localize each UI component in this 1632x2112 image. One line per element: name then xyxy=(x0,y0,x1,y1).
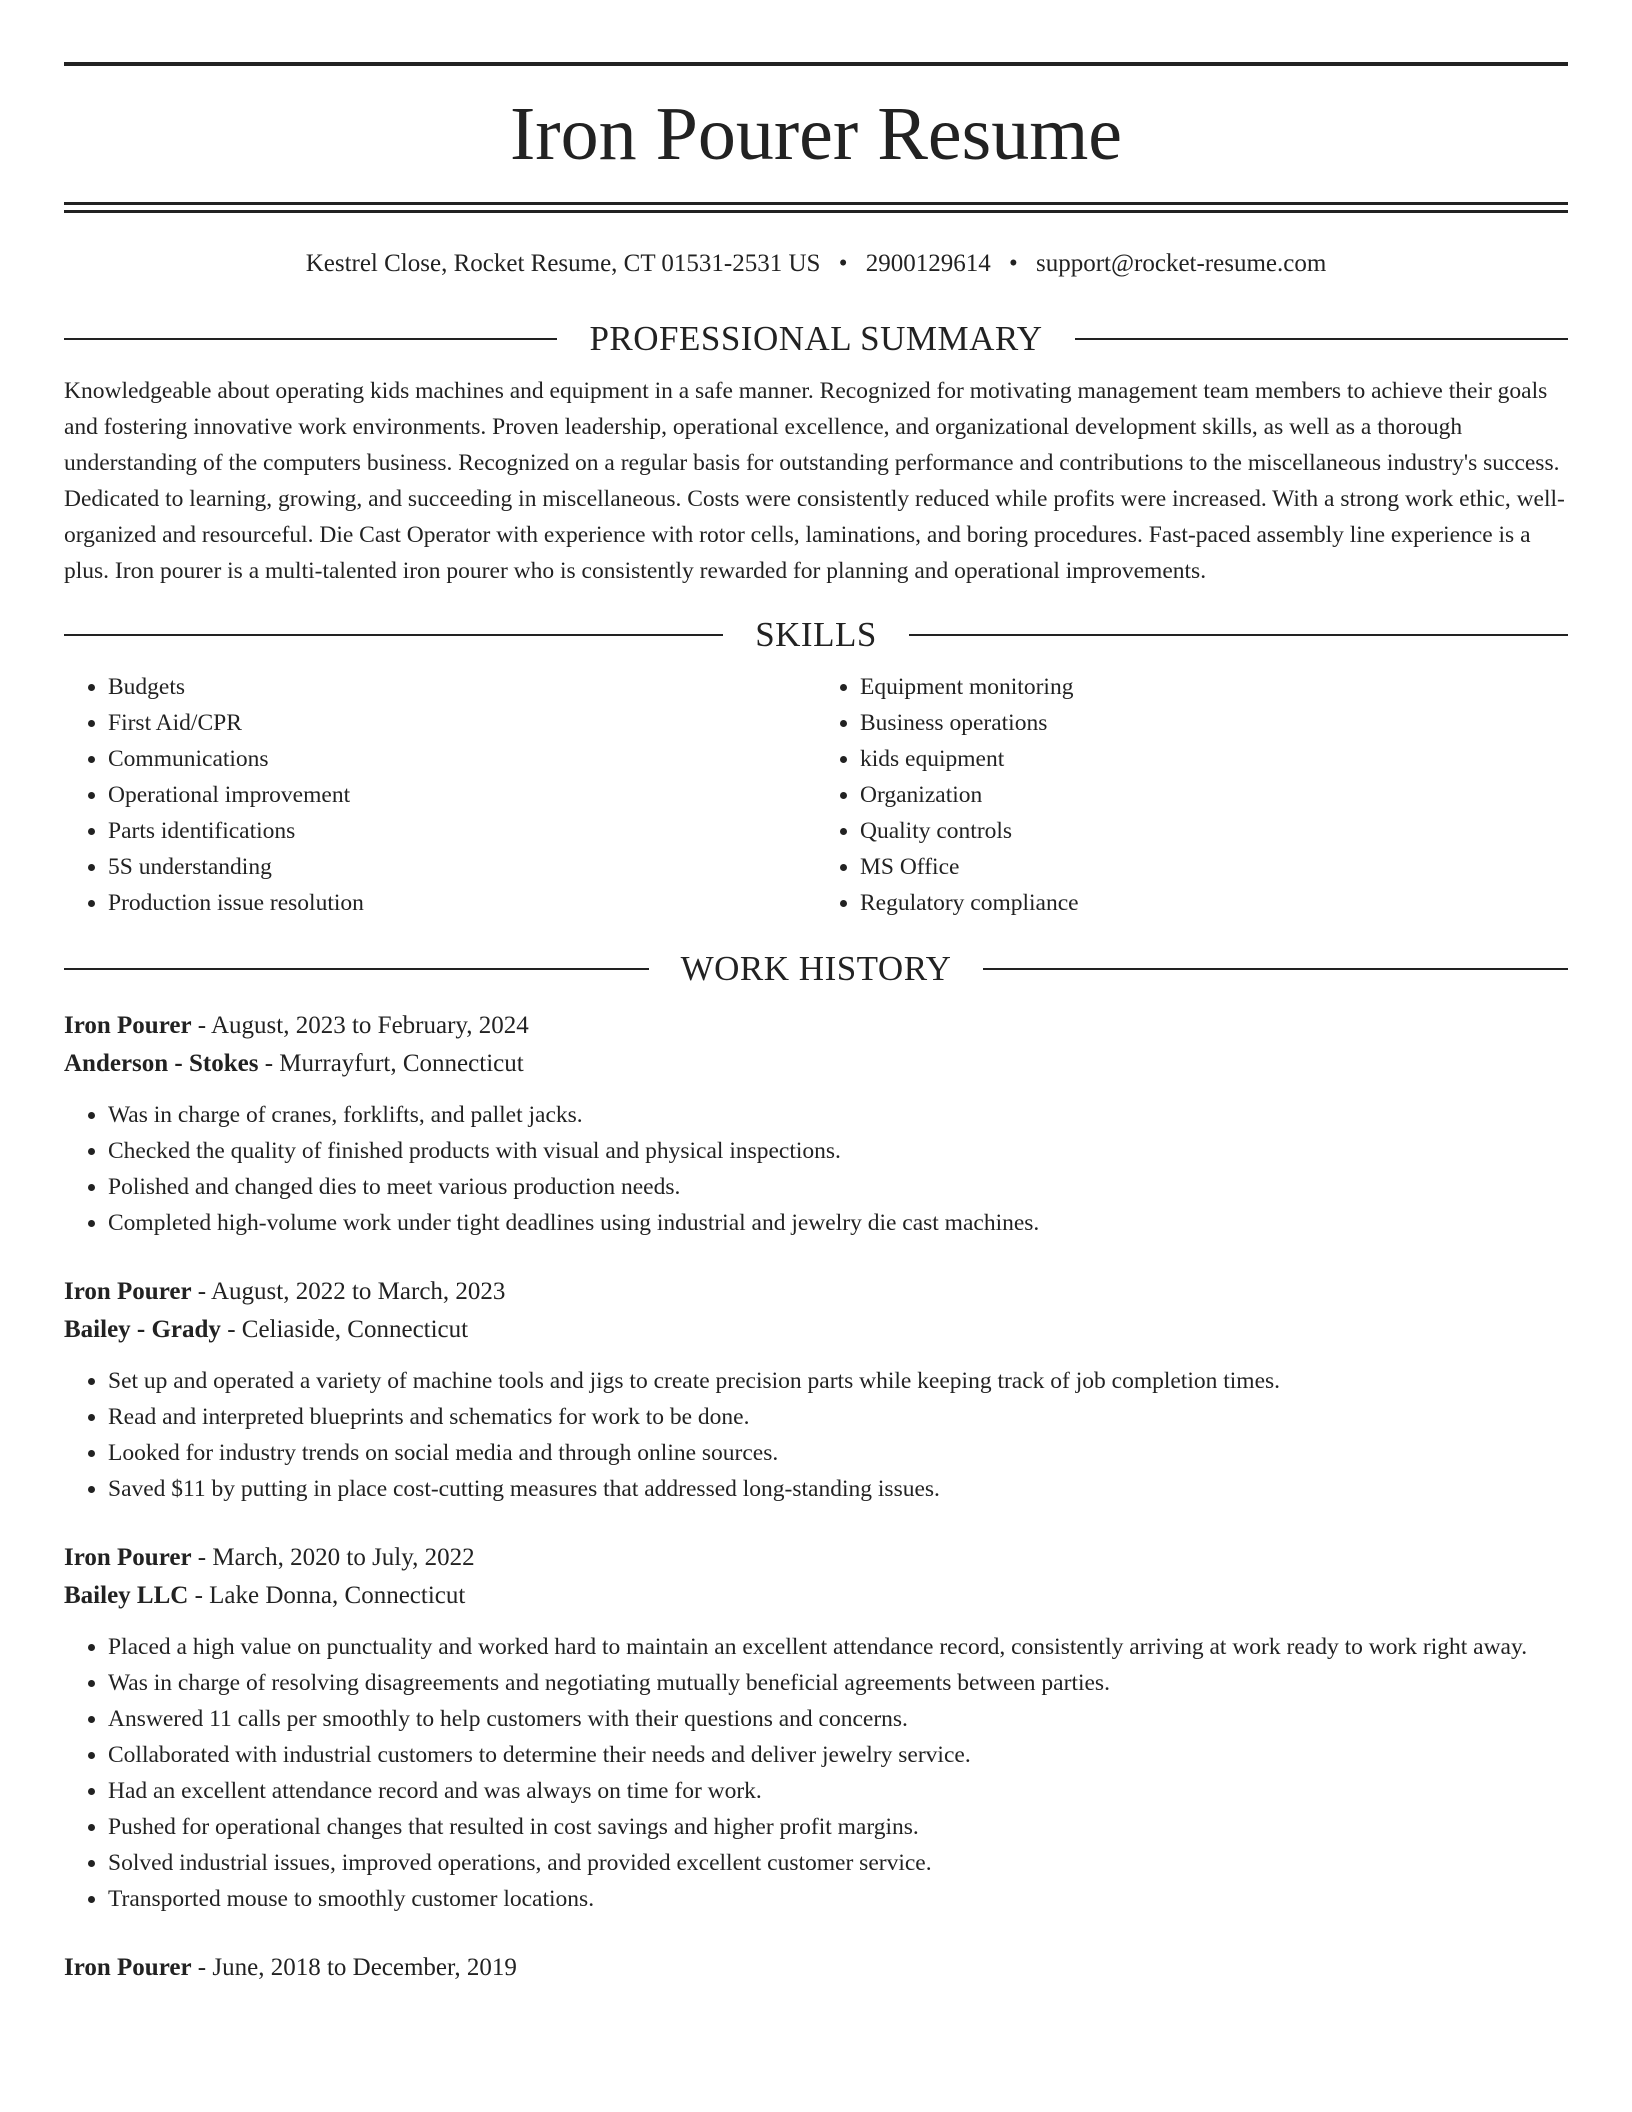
contact-address: Kestrel Close, Rocket Resume, CT 01531-2531 US xyxy=(305,250,821,277)
summary-heading: PROFESSIONAL SUMMARY xyxy=(589,319,1043,358)
skill-item: • Production issue resolution xyxy=(108,885,816,921)
skill-item: • First Aid/CPR xyxy=(108,705,816,741)
job-bullet: • Transported mouse to smoothly customer locations. xyxy=(108,1881,1568,1917)
job-bullets xyxy=(64,1629,1568,1917)
job-bullets xyxy=(64,1363,1568,1507)
summary-text: Knowledgeable about operating kids machines and equipment in a safe manner. Recognized for motivating management team members to achieve their goals and fostering innovative work environments. Proven leadership, operational excellence, and organizational development skills, as well as a thorough understanding of the computers business. Recognized on a regular basis for outstanding performance and contributions to the miscellaneous industry's success. Dedicated to learning, growing, and succeeding in miscellaneous. Costs were consistently reduced while profits were increased. With a strong work ethic, well-organized and resourceful. Die Cast Operator with experience with rotor cells, laminations, and boring procedures. Fast-paced assembly line experience is a plus. Iron pourer is a multi-talented iron pourer who is consistently rewarded for planning and operational improvements. xyxy=(64,378,1565,584)
title-double-rule xyxy=(64,202,1568,213)
job-company: Bailey - Grady xyxy=(64,1316,221,1343)
skill-item: • Equipment monitoring xyxy=(860,669,1568,705)
skills-column-right xyxy=(816,669,1568,921)
job-bullet: • Collaborated with industrial customers to determine their needs and deliver jewelry service. xyxy=(108,1737,1568,1773)
job-bullet: • Checked the quality of finished products with visual and physical inspections. xyxy=(108,1133,1568,1169)
job-company: Bailey LLC xyxy=(64,1582,189,1609)
job-dates: - August, 2022 to March, 2023 xyxy=(191,1278,506,1305)
skill-item: • Organization xyxy=(860,777,1568,813)
divider-right xyxy=(1075,338,1568,340)
skill-item: • MS Office xyxy=(860,849,1568,885)
work-heading: WORK HISTORY xyxy=(680,949,952,988)
contact-line xyxy=(64,247,1568,281)
job-bullet: • Had an excellent attendance record and was always on time for work. xyxy=(108,1773,1568,1809)
job-bullet: • Solved industrial issues, improved operations, and provided excellent customer service. xyxy=(108,1845,1568,1881)
job-bullet: • Was in charge of resolving disagreements and negotiating mutually beneficial agreements between parties. xyxy=(108,1665,1568,1701)
divider-right xyxy=(983,968,1568,970)
job-bullet: • Set up and operated a variety of machine tools and jigs to create precision parts while keeping track of job completion times. xyxy=(108,1363,1568,1399)
divider-left xyxy=(64,634,723,636)
job-title-line xyxy=(64,1273,1568,1311)
job-location: - Murrayfurt, Connecticut xyxy=(258,1050,524,1077)
skill-item: • kids equipment xyxy=(860,741,1568,777)
job-dates: - March, 2020 to July, 2022 xyxy=(191,1544,475,1571)
skill-item: • Quality controls xyxy=(860,813,1568,849)
skills-section-header xyxy=(64,615,1568,655)
job-title-line xyxy=(64,1007,1568,1045)
job-company-line xyxy=(64,1577,1568,1615)
divider-right xyxy=(909,634,1568,636)
job-entry xyxy=(64,1949,1568,1987)
work-section-header xyxy=(64,949,1568,989)
job-bullet: • Placed a high value on punctuality and worked hard to maintain an excellent attendance record, consistently arriving at work ready to work right away. xyxy=(108,1629,1568,1665)
skills-list xyxy=(64,669,1568,921)
summary-section-header xyxy=(64,319,1568,359)
job-bullet: • Answered 11 calls per smoothly to help customers with their questions and concerns. xyxy=(108,1701,1568,1737)
job-title: Iron Pourer xyxy=(64,1012,192,1039)
job-company: Anderson - Stokes xyxy=(64,1050,259,1077)
job-title: Iron Pourer xyxy=(64,1544,192,1571)
contact-email: support@rocket-resume.com xyxy=(1036,250,1327,277)
skill-item: • Parts identifications xyxy=(108,813,816,849)
job-company-line xyxy=(64,1311,1568,1349)
job-bullet: • Looked for industry trends on social media and through online sources. xyxy=(108,1435,1568,1471)
job-bullets xyxy=(64,1097,1568,1241)
contact-separator: • xyxy=(1008,250,1018,277)
skill-item: • Communications xyxy=(108,741,816,777)
job-title: Iron Pourer xyxy=(64,1278,192,1305)
job-bullet: • Polished and changed dies to meet various production needs. xyxy=(108,1169,1568,1205)
job-bullet: • Was in charge of cranes, forklifts, and pallet jacks. xyxy=(108,1097,1568,1133)
job-location: - Celiaside, Connecticut xyxy=(220,1316,469,1343)
job-dates: - August, 2023 to February, 2024 xyxy=(191,1012,529,1039)
job-title: Iron Pourer xyxy=(64,1954,192,1981)
page-title: Iron Pourer Resume xyxy=(509,92,1123,176)
skill-item: • 5S understanding xyxy=(108,849,816,885)
contact-separator: • xyxy=(838,250,848,277)
skills-heading: SKILLS xyxy=(755,615,877,654)
skill-item: • Operational improvement xyxy=(108,777,816,813)
divider-left xyxy=(64,968,649,970)
skill-item: • Budgets xyxy=(108,669,816,705)
job-bullet: • Read and interpreted blueprints and schematics for work to be done. xyxy=(108,1399,1568,1435)
skill-item: • Business operations xyxy=(860,705,1568,741)
job-entry xyxy=(64,1273,1568,1507)
divider-left xyxy=(64,338,557,340)
job-bullet: • Pushed for operational changes that resulted in cost savings and higher profit margins. xyxy=(108,1809,1568,1845)
skill-item: • Regulatory compliance xyxy=(860,885,1568,921)
contact-phone: 2900129614 xyxy=(865,250,991,277)
job-bullet: • Saved $11 by putting in place cost-cutting measures that addressed long-standing issues. xyxy=(108,1471,1568,1507)
job-title-line xyxy=(64,1539,1568,1577)
job-bullet: • Completed high-volume work under tight deadlines using industrial and jewelry die cast machines. xyxy=(108,1205,1568,1241)
job-dates: - June, 2018 to December, 2019 xyxy=(191,1954,517,1981)
job-title-line xyxy=(64,1949,1568,1987)
job-company-line xyxy=(64,1045,1568,1083)
job-entry xyxy=(64,1539,1568,1917)
skills-column-left xyxy=(64,669,816,921)
resume-page xyxy=(64,0,1568,1987)
job-location: - Lake Donna, Connecticut xyxy=(188,1582,466,1609)
job-entry xyxy=(64,1007,1568,1241)
